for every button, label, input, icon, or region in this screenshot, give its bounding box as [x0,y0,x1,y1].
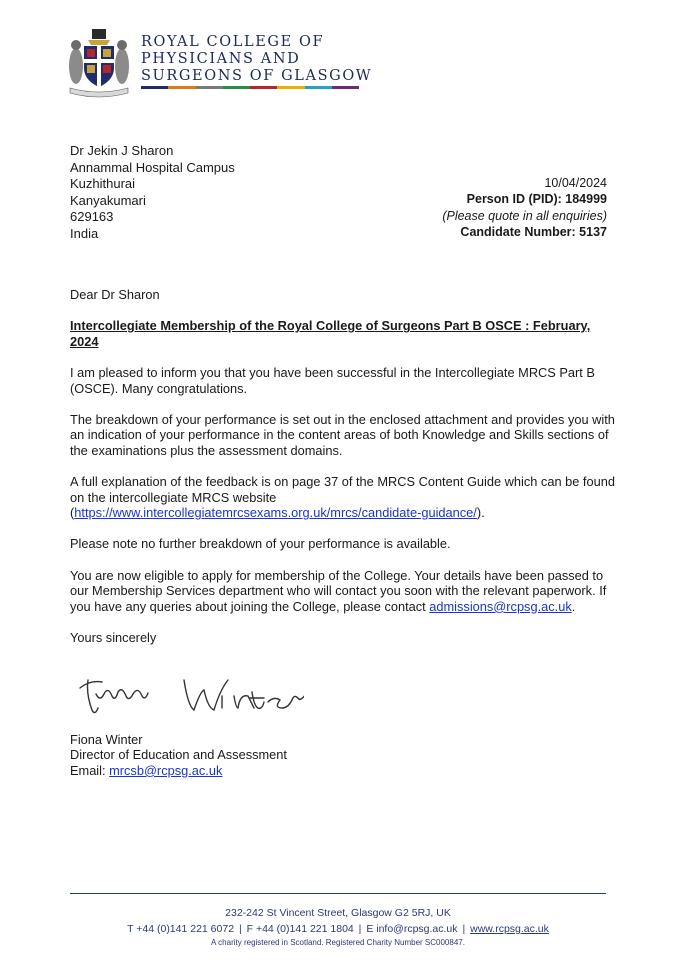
closing: Yours sincerely [70,630,157,646]
recipient-name: Dr Jekin J Sharon [70,143,174,158]
footer [70,906,606,948]
footer-tel: T +44 (0)141 221 6072 [127,923,235,935]
footer-separator: | [358,923,362,935]
colorbar-segment [250,86,277,89]
paragraph-membership-text: You are now eligible to apply for membership of the College. Your details have been passed to our Membership Services department who will contact you soon with the relevant paperwork. If you have any queries about joining the College, please contact [70,567,607,614]
brand-color-bar [141,86,359,89]
footer-separator: | [462,923,466,935]
recipient-address-line: Annammal Hospital Campus [70,159,235,175]
footer-charity-note: A charity registered in Scotland. Registered Charity Number SC000847. [211,938,465,947]
colorbar-segment [332,86,359,89]
reference-block [442,175,607,241]
footer-email: E info@rcpsg.ac.uk [366,923,458,935]
handwritten-signature [74,666,304,722]
signatory-name: Fiona Winter [70,732,143,747]
paragraph-feedback-text: A full explanation of the feedback is on page 37 of the MRCS Content Guide which can be found on the intercollegiate MRCS website [70,474,615,505]
colorbar-segment [196,86,223,89]
paragraph-breakdown: The breakdown of your performance is set out in the enclosed attachment and provides you with an indication of your performance in the content areas of both Knowledge and Skills sections of the examinations plus the assessment domains. [70,412,615,458]
admissions-email-link[interactable]: admissions@rcpsg.ac.uk [429,598,572,614]
paragraph-membership [70,568,615,614]
signatory-block [70,732,287,778]
paren-open: ( [70,505,75,521]
signatory-email-link[interactable]: mrcsb@rcpsg.ac.uk [109,762,223,778]
signatory-email-label: Email: [70,762,110,778]
paragraph-result: I am pleased to inform you that you have been successful in the Intercollegiate MRCS Part B (OSCE). Many congratulations. [70,365,595,396]
footer-separator: | [238,923,242,935]
college-name-line-3: SURGEONS OF GLASGOW [141,68,373,84]
person-id: Person ID (PID): 184999 [466,192,607,207]
footer-website-link[interactable]: www.rcpsg.ac.uk [470,923,549,935]
college-crest-logo [66,26,132,98]
quote-note: (Please quote in all enquiries) [442,208,607,223]
recipient-country: India [70,225,99,241]
candidate-number: Candidate Number: 5137 [460,225,607,240]
paren-close: ). [476,505,485,521]
letter-subject: Intercollegiate Membership of the Royal College of Surgeons Part B OSCE : February, 2024 [70,318,591,349]
letter-date: 10/04/2024 [544,176,607,190]
footer-fax: F +44 (0)141 221 1804 [246,923,354,935]
footer-contacts [70,922,606,936]
colorbar-segment [277,86,304,89]
colorbar-segment [223,86,250,89]
signatory-title: Director of Education and Assessment [70,747,287,763]
paragraph-membership-end: . [571,598,576,614]
recipient-address-line: Kanyakumari [70,192,146,208]
letter-body [70,287,615,662]
signatory-email-row [70,763,287,778]
college-name [141,34,372,85]
recipient-address [70,143,235,243]
candidate-guidance-link[interactable]: https://www.intercollegiatemrcsexams.org.uk/mrcs/candidate-guidance/ [74,505,477,521]
colorbar-segment [141,86,168,89]
recipient-postcode: 629163 [70,209,114,225]
paragraph-no-breakdown: Please note no further breakdown of your performance is available. [70,536,451,552]
footer-divider [70,893,606,894]
colorbar-segment [305,86,332,89]
college-name-line-2: PHYSICIANS AND [141,51,301,67]
salutation: Dear Dr Sharon [70,287,160,302]
paragraph-feedback [70,474,615,520]
recipient-address-line: Kuzhithurai [70,176,136,192]
footer-address: 232-242 St Vincent Street, Glasgow G2 5RJ, UK [225,907,451,919]
colorbar-segment [168,86,195,89]
college-name-line-1: ROYAL COLLEGE OF [141,34,325,50]
